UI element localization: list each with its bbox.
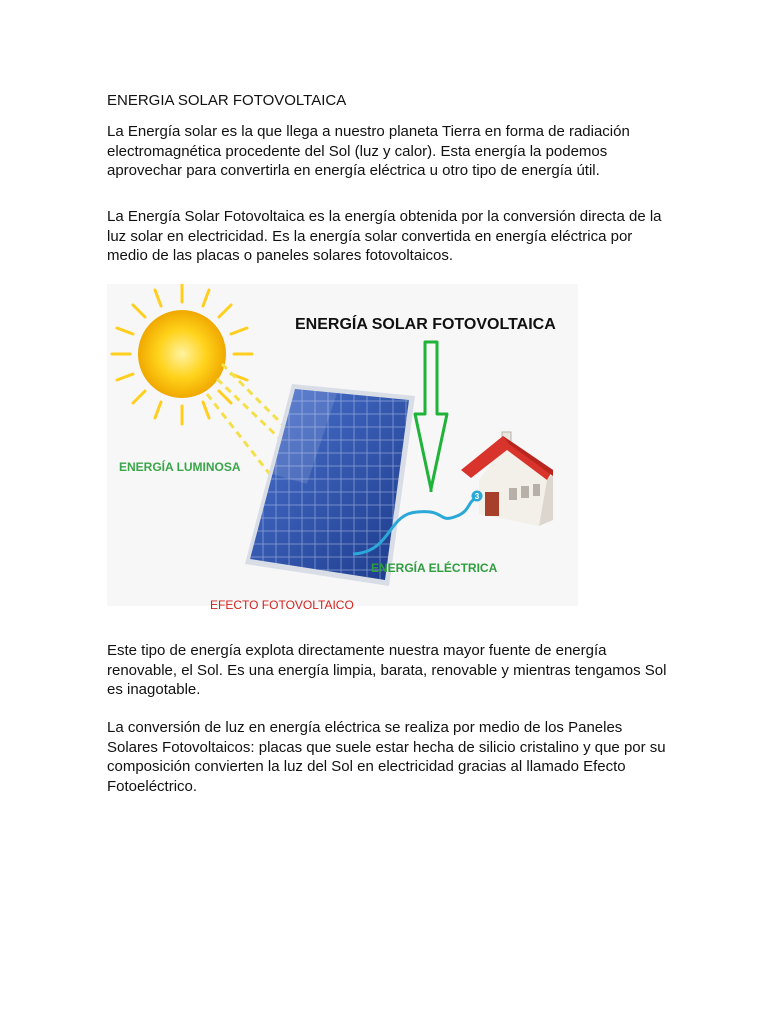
paragraph-renewable: Este tipo de energía explota directamente nuestra mayor fuente de energía renovable, el Sol. Es una energía limpia, barata, renovable y mientras tengamos Sol es inagotable. — [107, 642, 667, 698]
paragraph-intro: La Energía solar es la que llega a nuestro planeta Tierra en forma de radiación electromagnética procedente del Sol (luz y calor). Esta energía la podemos aprovechar para convertirla en energía eléctrica u otro tipo de energía útil. — [107, 123, 630, 179]
label-energia-luminosa: ENERGÍA LUMINOSA — [119, 460, 241, 474]
figure-title: ENERGÍA SOLAR FOTOVOLTAICA — [295, 316, 556, 333]
label-energia-electrica: ENERGÍA ELÉCTRICA — [371, 561, 498, 575]
solar-diagram — [107, 284, 578, 612]
paragraph-conversion: La conversión de luz en energía eléctrica se realiza por medio de los Paneles Solares Fotovoltaicos: placas que suele estar hecha de silicio cristalino y que por su composición convierten la luz del Sol en electricidad gracias al llamado Efecto Fotoeléctrico. — [107, 719, 666, 795]
house-icon — [461, 432, 553, 526]
down-arrow-icon — [415, 342, 447, 492]
sun-icon — [112, 284, 252, 424]
paragraph-definition: La Energía Solar Fotovoltaica es la energía obtenida por la conversión directa de la luz solar en electricidad. Es la energía solar convertida en energía eléctrica por medio de las placas o paneles solares fotovoltaicos. — [107, 208, 662, 264]
document-title: ENERGIA SOLAR FOTOVOLTAICA — [107, 92, 347, 109]
solar-panel-icon — [245, 384, 415, 586]
house-plug-label: 3 — [474, 492, 480, 501]
label-efecto-fotovoltaico: EFECTO FOTOVOLTAICO — [210, 598, 354, 612]
